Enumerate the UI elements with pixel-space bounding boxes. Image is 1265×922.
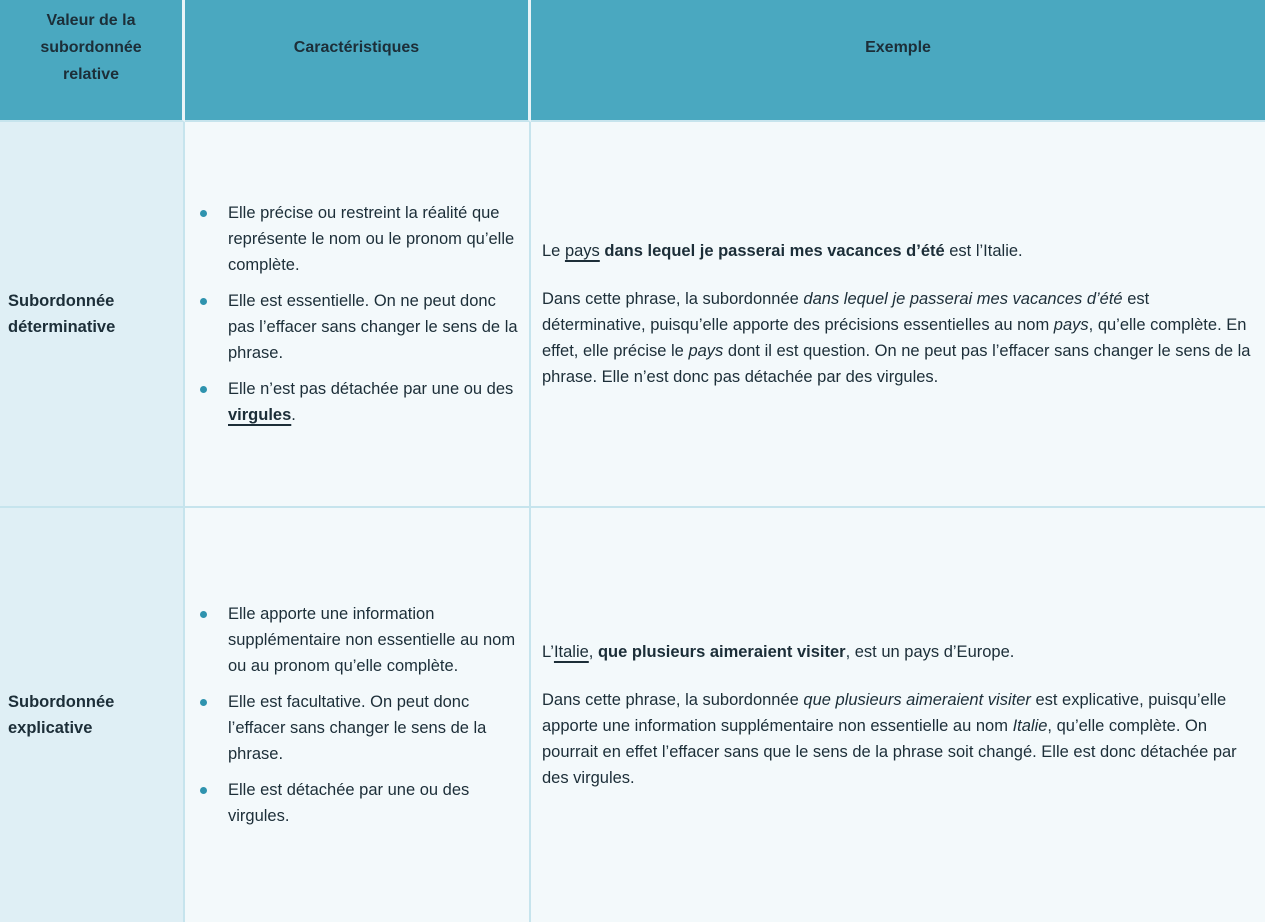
text-segment: est explicative, puisqu’elle apporte une information supplémentaire non essentielle au nom xyxy=(542,691,1227,735)
text-segment: Elle n’est pas détachée par une ou des xyxy=(228,380,514,398)
text-segment: Elle précise ou restreint la réalité que représente le nom ou le pronom qu’elle complète. xyxy=(228,204,515,274)
text-segment: que plusieurs aimeraient visiter xyxy=(803,691,1031,709)
bullet-icon xyxy=(200,386,207,393)
header-cell-valeur: Valeur de la subordonnée relative xyxy=(0,0,185,122)
text-segment: est déterminative, puisqu’elle apporte des précisions essentielles au nom xyxy=(542,290,1150,334)
text-segment: , qu’elle complète. On pourrait en effet l’effacer sans que le sens de la phrase soit changé. Elle est donc détachée par des virgules. xyxy=(542,717,1237,787)
characteristics-list xyxy=(185,190,521,438)
bullet-icon xyxy=(200,787,207,794)
characteristics-list xyxy=(185,591,521,839)
text-segment: Dans cette phrase, la subordonnée xyxy=(542,691,804,709)
header-cell-exemple: Exemple xyxy=(531,0,1265,122)
characteristic-text xyxy=(228,200,521,278)
text-segment: Elle est essentielle. On ne peut donc pas l’effacer sans changer le sens de la phrase. xyxy=(228,292,518,362)
text-segment: dont il est question. On ne peut pas l’effacer sans changer le sens de la phrase. Elle n’est donc pas détachée par des virgules. xyxy=(542,342,1251,386)
characteristic-text xyxy=(228,777,521,829)
text-segment: dans lequel je passerai mes vacances d’été xyxy=(803,290,1123,308)
characteristic-text xyxy=(228,601,521,679)
row-label-determinative: Subordonnée déterminative xyxy=(0,122,185,508)
text-segment: pays xyxy=(564,242,600,260)
row-label-explicative: Subordonnée explicative xyxy=(0,508,185,922)
text-segment: Dans cette phrase, la subordonnée xyxy=(542,290,804,308)
characteristic-text xyxy=(228,288,521,366)
characteristic-item xyxy=(185,601,521,679)
example-sentence xyxy=(542,238,1251,264)
bullet-icon xyxy=(200,699,207,706)
text-segment: L’ xyxy=(542,643,554,661)
text-segment: Elle est facultative. On peut donc l’effacer sans changer le sens de la phrase. xyxy=(228,693,487,763)
bullet-icon xyxy=(200,298,207,305)
text-segment: pays xyxy=(688,342,724,360)
characteristic-item xyxy=(185,376,521,428)
characteristics-cell-determinative xyxy=(185,122,531,508)
text-segment: . xyxy=(291,406,296,424)
text-segment: Le xyxy=(542,242,565,260)
text-segment: dans lequel je passerai mes vacances d’été xyxy=(604,242,945,260)
characteristic-item xyxy=(185,200,521,278)
example-cell-determinative xyxy=(531,122,1265,508)
virgules-link[interactable]: virgules xyxy=(228,406,292,424)
text-segment: Elle est détachée par une ou des virgules. xyxy=(228,781,470,825)
example-explanation xyxy=(542,286,1251,390)
text-segment: que plusieurs aimeraient visiter xyxy=(597,643,846,661)
characteristic-item xyxy=(185,689,521,767)
text-segment: Elle apporte une information supplémentaire non essentielle au nom ou au pronom qu’elle complète. xyxy=(228,605,516,675)
text-segment: , est un pays d’Europe. xyxy=(845,643,1015,661)
characteristic-item xyxy=(185,288,521,366)
text-segment: est l’Italie. xyxy=(944,242,1023,260)
text-segment: , qu’elle complète. En effet, elle précise le xyxy=(542,316,1247,360)
header-cell-caracteristiques: Caractéristiques xyxy=(185,0,531,122)
bullet-icon xyxy=(200,210,207,217)
text-segment: pays xyxy=(1053,316,1089,334)
example-cell-explicative xyxy=(531,508,1265,922)
text-segment: , xyxy=(588,643,598,661)
text-segment: Italie xyxy=(553,643,589,661)
characteristic-item xyxy=(185,777,521,829)
example-sentence xyxy=(542,639,1251,665)
example-explanation xyxy=(542,687,1251,791)
bullet-icon xyxy=(200,611,207,618)
text-segment: Italie xyxy=(1012,717,1048,735)
characteristic-text xyxy=(228,376,521,428)
characteristic-text xyxy=(228,689,521,767)
characteristics-cell-explicative xyxy=(185,508,531,922)
